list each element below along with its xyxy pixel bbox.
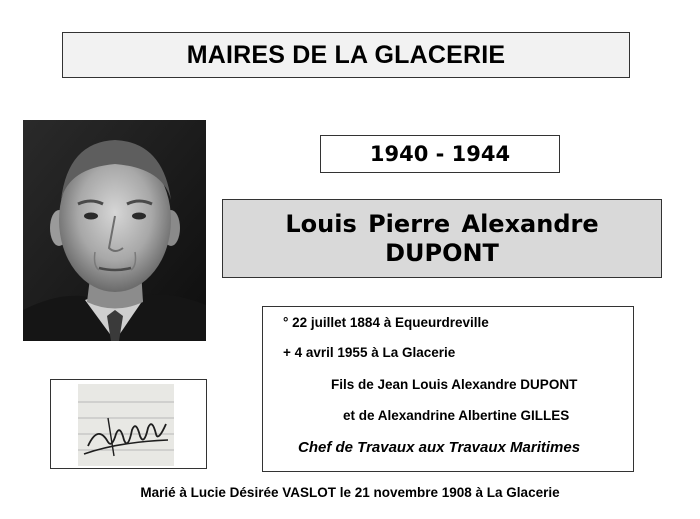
father-line: Fils de Jean Louis Alexandre DUPONT	[331, 377, 578, 392]
mayor-name-box	[222, 199, 662, 278]
portrait-image	[23, 120, 206, 341]
signature-drawing	[78, 384, 174, 466]
biography-box	[262, 306, 634, 472]
term-years-box	[320, 135, 560, 173]
page-title-box	[62, 32, 630, 78]
mayor-surname: DUPONT	[385, 238, 499, 267]
signature-box	[50, 379, 207, 469]
signature-image	[78, 384, 174, 466]
mother-line: et de Alexandrine Albertine GILLES	[343, 408, 570, 423]
occupation-line: Chef de Travaux aux Travaux Maritimes	[298, 439, 581, 456]
page-title: MAIRES DE LA GLACERIE	[186, 40, 506, 69]
mayor-first-names: Louis Pierre Alexandre	[285, 209, 599, 238]
birth-line: ° 22 juillet 1884 à Equeurdreville	[283, 315, 489, 330]
marriage-line: Marié à Lucie Désirée VASLOT le 21 novembre 1908 à La Glacerie	[140, 485, 560, 500]
portrait-photo	[23, 120, 206, 341]
death-line: + 4 avril 1955 à La Glacerie	[283, 345, 456, 360]
term-years: 1940 - 1944	[369, 142, 511, 166]
